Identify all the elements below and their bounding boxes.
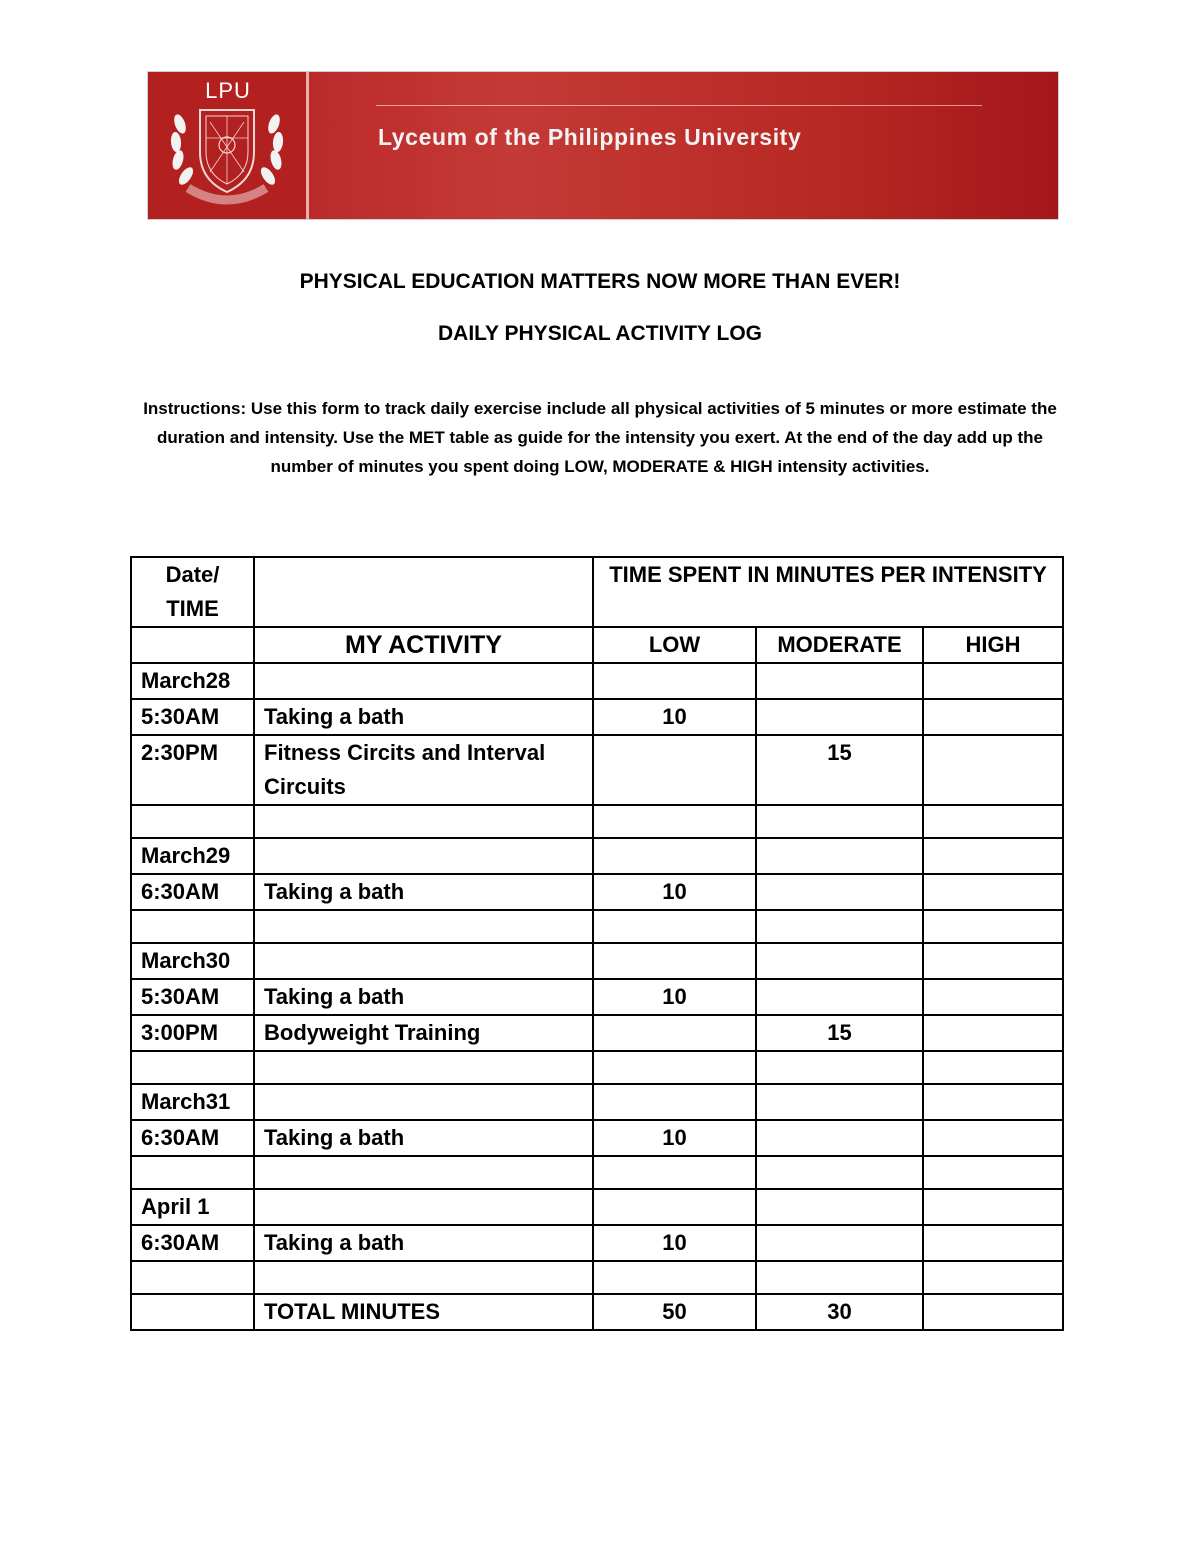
moderate-minutes-cell: 30 bbox=[756, 1294, 923, 1330]
activity-cell bbox=[254, 1189, 593, 1225]
low-minutes-cell bbox=[593, 1156, 756, 1189]
table-row bbox=[131, 838, 1063, 874]
moderate-minutes-cell bbox=[756, 805, 923, 838]
table-row bbox=[131, 1225, 1063, 1261]
table-row bbox=[131, 1051, 1063, 1084]
header-blank bbox=[131, 627, 254, 663]
activity-cell: Taking a bath bbox=[254, 699, 593, 735]
table-row bbox=[131, 735, 1063, 805]
low-minutes-cell bbox=[593, 1189, 756, 1225]
header-blank bbox=[254, 557, 593, 627]
moderate-minutes-cell bbox=[756, 1051, 923, 1084]
date-cell: April 1 bbox=[131, 1189, 254, 1225]
activity-log-table bbox=[130, 556, 1064, 1331]
table-row bbox=[131, 979, 1063, 1015]
low-minutes-cell bbox=[593, 735, 756, 805]
moderate-minutes-cell bbox=[756, 874, 923, 910]
high-minutes-cell bbox=[923, 1294, 1063, 1330]
date-cell: March31 bbox=[131, 1084, 254, 1120]
activity-cell bbox=[254, 1156, 593, 1189]
table-row bbox=[131, 1189, 1063, 1225]
moderate-minutes-cell bbox=[756, 1084, 923, 1120]
low-minutes-cell: 10 bbox=[593, 1120, 756, 1156]
university-seal bbox=[148, 72, 309, 219]
activity-cell: TOTAL MINUTES bbox=[254, 1294, 593, 1330]
moderate-minutes-cell bbox=[756, 1156, 923, 1189]
date-cell bbox=[131, 805, 254, 838]
activity-cell: Taking a bath bbox=[254, 1225, 593, 1261]
moderate-minutes-cell bbox=[756, 838, 923, 874]
high-minutes-cell bbox=[923, 1015, 1063, 1051]
date-cell bbox=[131, 1051, 254, 1084]
table-row bbox=[131, 874, 1063, 910]
date-cell: 2:30PM bbox=[131, 735, 254, 805]
moderate-minutes-cell bbox=[756, 1120, 923, 1156]
high-minutes-cell bbox=[923, 1156, 1063, 1189]
table-row bbox=[131, 1156, 1063, 1189]
date-cell bbox=[131, 1261, 254, 1294]
table-row bbox=[131, 1261, 1063, 1294]
header-my-activity: MY ACTIVITY bbox=[254, 627, 593, 663]
low-minutes-cell: 10 bbox=[593, 699, 756, 735]
table-row bbox=[131, 805, 1063, 838]
low-minutes-cell bbox=[593, 1015, 756, 1051]
university-banner bbox=[148, 72, 1058, 219]
header-time-spent: TIME SPENT IN MINUTES PER INTENSITY bbox=[593, 557, 1063, 627]
activity-cell bbox=[254, 943, 593, 979]
low-minutes-cell bbox=[593, 838, 756, 874]
table-row bbox=[131, 1120, 1063, 1156]
moderate-minutes-cell bbox=[756, 699, 923, 735]
low-minutes-cell bbox=[593, 663, 756, 699]
activity-cell bbox=[254, 838, 593, 874]
date-cell bbox=[131, 1156, 254, 1189]
header-low: LOW bbox=[593, 627, 756, 663]
high-minutes-cell bbox=[923, 1261, 1063, 1294]
university-name: Lyceum of the Philippines University bbox=[378, 124, 802, 150]
header-high: HIGH bbox=[923, 627, 1063, 663]
low-minutes-cell bbox=[593, 1051, 756, 1084]
date-cell: March29 bbox=[131, 838, 254, 874]
table-row bbox=[131, 1294, 1063, 1330]
high-minutes-cell bbox=[923, 1051, 1063, 1084]
activity-cell bbox=[254, 1084, 593, 1120]
activity-cell: Taking a bath bbox=[254, 979, 593, 1015]
instructions-text: Instructions: Use this form to track daily exercise include all physical activities of 5 minutes or more estimate the duration and intensity. Use the MET table as guide for the intensity you exert. At the end of the day add up the number of minutes you spent doing LOW, MODERATE & HIGH intensity activities. bbox=[143, 399, 1057, 476]
moderate-minutes-cell bbox=[756, 943, 923, 979]
activity-cell bbox=[254, 910, 593, 943]
page-title: PHYSICAL EDUCATION MATTERS NOW MORE THAN EVER! bbox=[299, 270, 901, 293]
date-cell: 5:30AM bbox=[131, 699, 254, 735]
moderate-minutes-cell bbox=[756, 1189, 923, 1225]
moderate-minutes-cell bbox=[756, 1225, 923, 1261]
date-cell bbox=[131, 910, 254, 943]
high-minutes-cell bbox=[923, 874, 1063, 910]
date-cell: 3:00PM bbox=[131, 1015, 254, 1051]
high-minutes-cell bbox=[923, 838, 1063, 874]
header-moderate: MODERATE bbox=[756, 627, 923, 663]
header-row-1 bbox=[131, 557, 1063, 627]
moderate-minutes-cell bbox=[756, 1261, 923, 1294]
page-subtitle: DAILY PHYSICAL ACTIVITY LOG bbox=[437, 322, 762, 345]
banner-divider bbox=[376, 105, 982, 106]
table-row bbox=[131, 699, 1063, 735]
high-minutes-cell bbox=[923, 1225, 1063, 1261]
low-minutes-cell: 10 bbox=[593, 1225, 756, 1261]
date-cell: 6:30AM bbox=[131, 1225, 254, 1261]
high-minutes-cell bbox=[923, 943, 1063, 979]
high-minutes-cell bbox=[923, 805, 1063, 838]
high-minutes-cell bbox=[923, 1189, 1063, 1225]
high-minutes-cell bbox=[923, 1120, 1063, 1156]
low-minutes-cell bbox=[593, 910, 756, 943]
high-minutes-cell bbox=[923, 1084, 1063, 1120]
date-cell: 6:30AM bbox=[131, 1120, 254, 1156]
low-minutes-cell bbox=[593, 805, 756, 838]
date-cell: 5:30AM bbox=[131, 979, 254, 1015]
logo-text: LPU bbox=[205, 78, 251, 103]
activity-cell bbox=[254, 663, 593, 699]
low-minutes-cell: 10 bbox=[593, 979, 756, 1015]
table-row bbox=[131, 1084, 1063, 1120]
moderate-minutes-cell: 15 bbox=[756, 735, 923, 805]
activity-cell: Taking a bath bbox=[254, 1120, 593, 1156]
header-row-2 bbox=[131, 627, 1063, 663]
activity-cell: Bodyweight Training bbox=[254, 1015, 593, 1051]
activity-cell: Fitness Circits and Interval Circuits bbox=[254, 735, 593, 805]
table-row bbox=[131, 663, 1063, 699]
moderate-minutes-cell bbox=[756, 910, 923, 943]
table-row bbox=[131, 910, 1063, 943]
high-minutes-cell bbox=[923, 979, 1063, 1015]
moderate-minutes-cell bbox=[756, 979, 923, 1015]
table-row bbox=[131, 943, 1063, 979]
activity-cell bbox=[254, 1051, 593, 1084]
date-cell: March28 bbox=[131, 663, 254, 699]
header-date-time: Date/ TIME bbox=[131, 557, 254, 627]
high-minutes-cell bbox=[923, 910, 1063, 943]
activity-cell: Taking a bath bbox=[254, 874, 593, 910]
low-minutes-cell bbox=[593, 1261, 756, 1294]
activity-cell bbox=[254, 805, 593, 838]
low-minutes-cell bbox=[593, 1084, 756, 1120]
high-minutes-cell bbox=[923, 663, 1063, 699]
table-row bbox=[131, 1015, 1063, 1051]
high-minutes-cell bbox=[923, 699, 1063, 735]
moderate-minutes-cell bbox=[756, 663, 923, 699]
moderate-minutes-cell: 15 bbox=[756, 1015, 923, 1051]
low-minutes-cell bbox=[593, 943, 756, 979]
date-cell: March30 bbox=[131, 943, 254, 979]
date-cell bbox=[131, 1294, 254, 1330]
date-cell: 6:30AM bbox=[131, 874, 254, 910]
low-minutes-cell: 50 bbox=[593, 1294, 756, 1330]
low-minutes-cell: 10 bbox=[593, 874, 756, 910]
high-minutes-cell bbox=[923, 735, 1063, 805]
activity-cell bbox=[254, 1261, 593, 1294]
